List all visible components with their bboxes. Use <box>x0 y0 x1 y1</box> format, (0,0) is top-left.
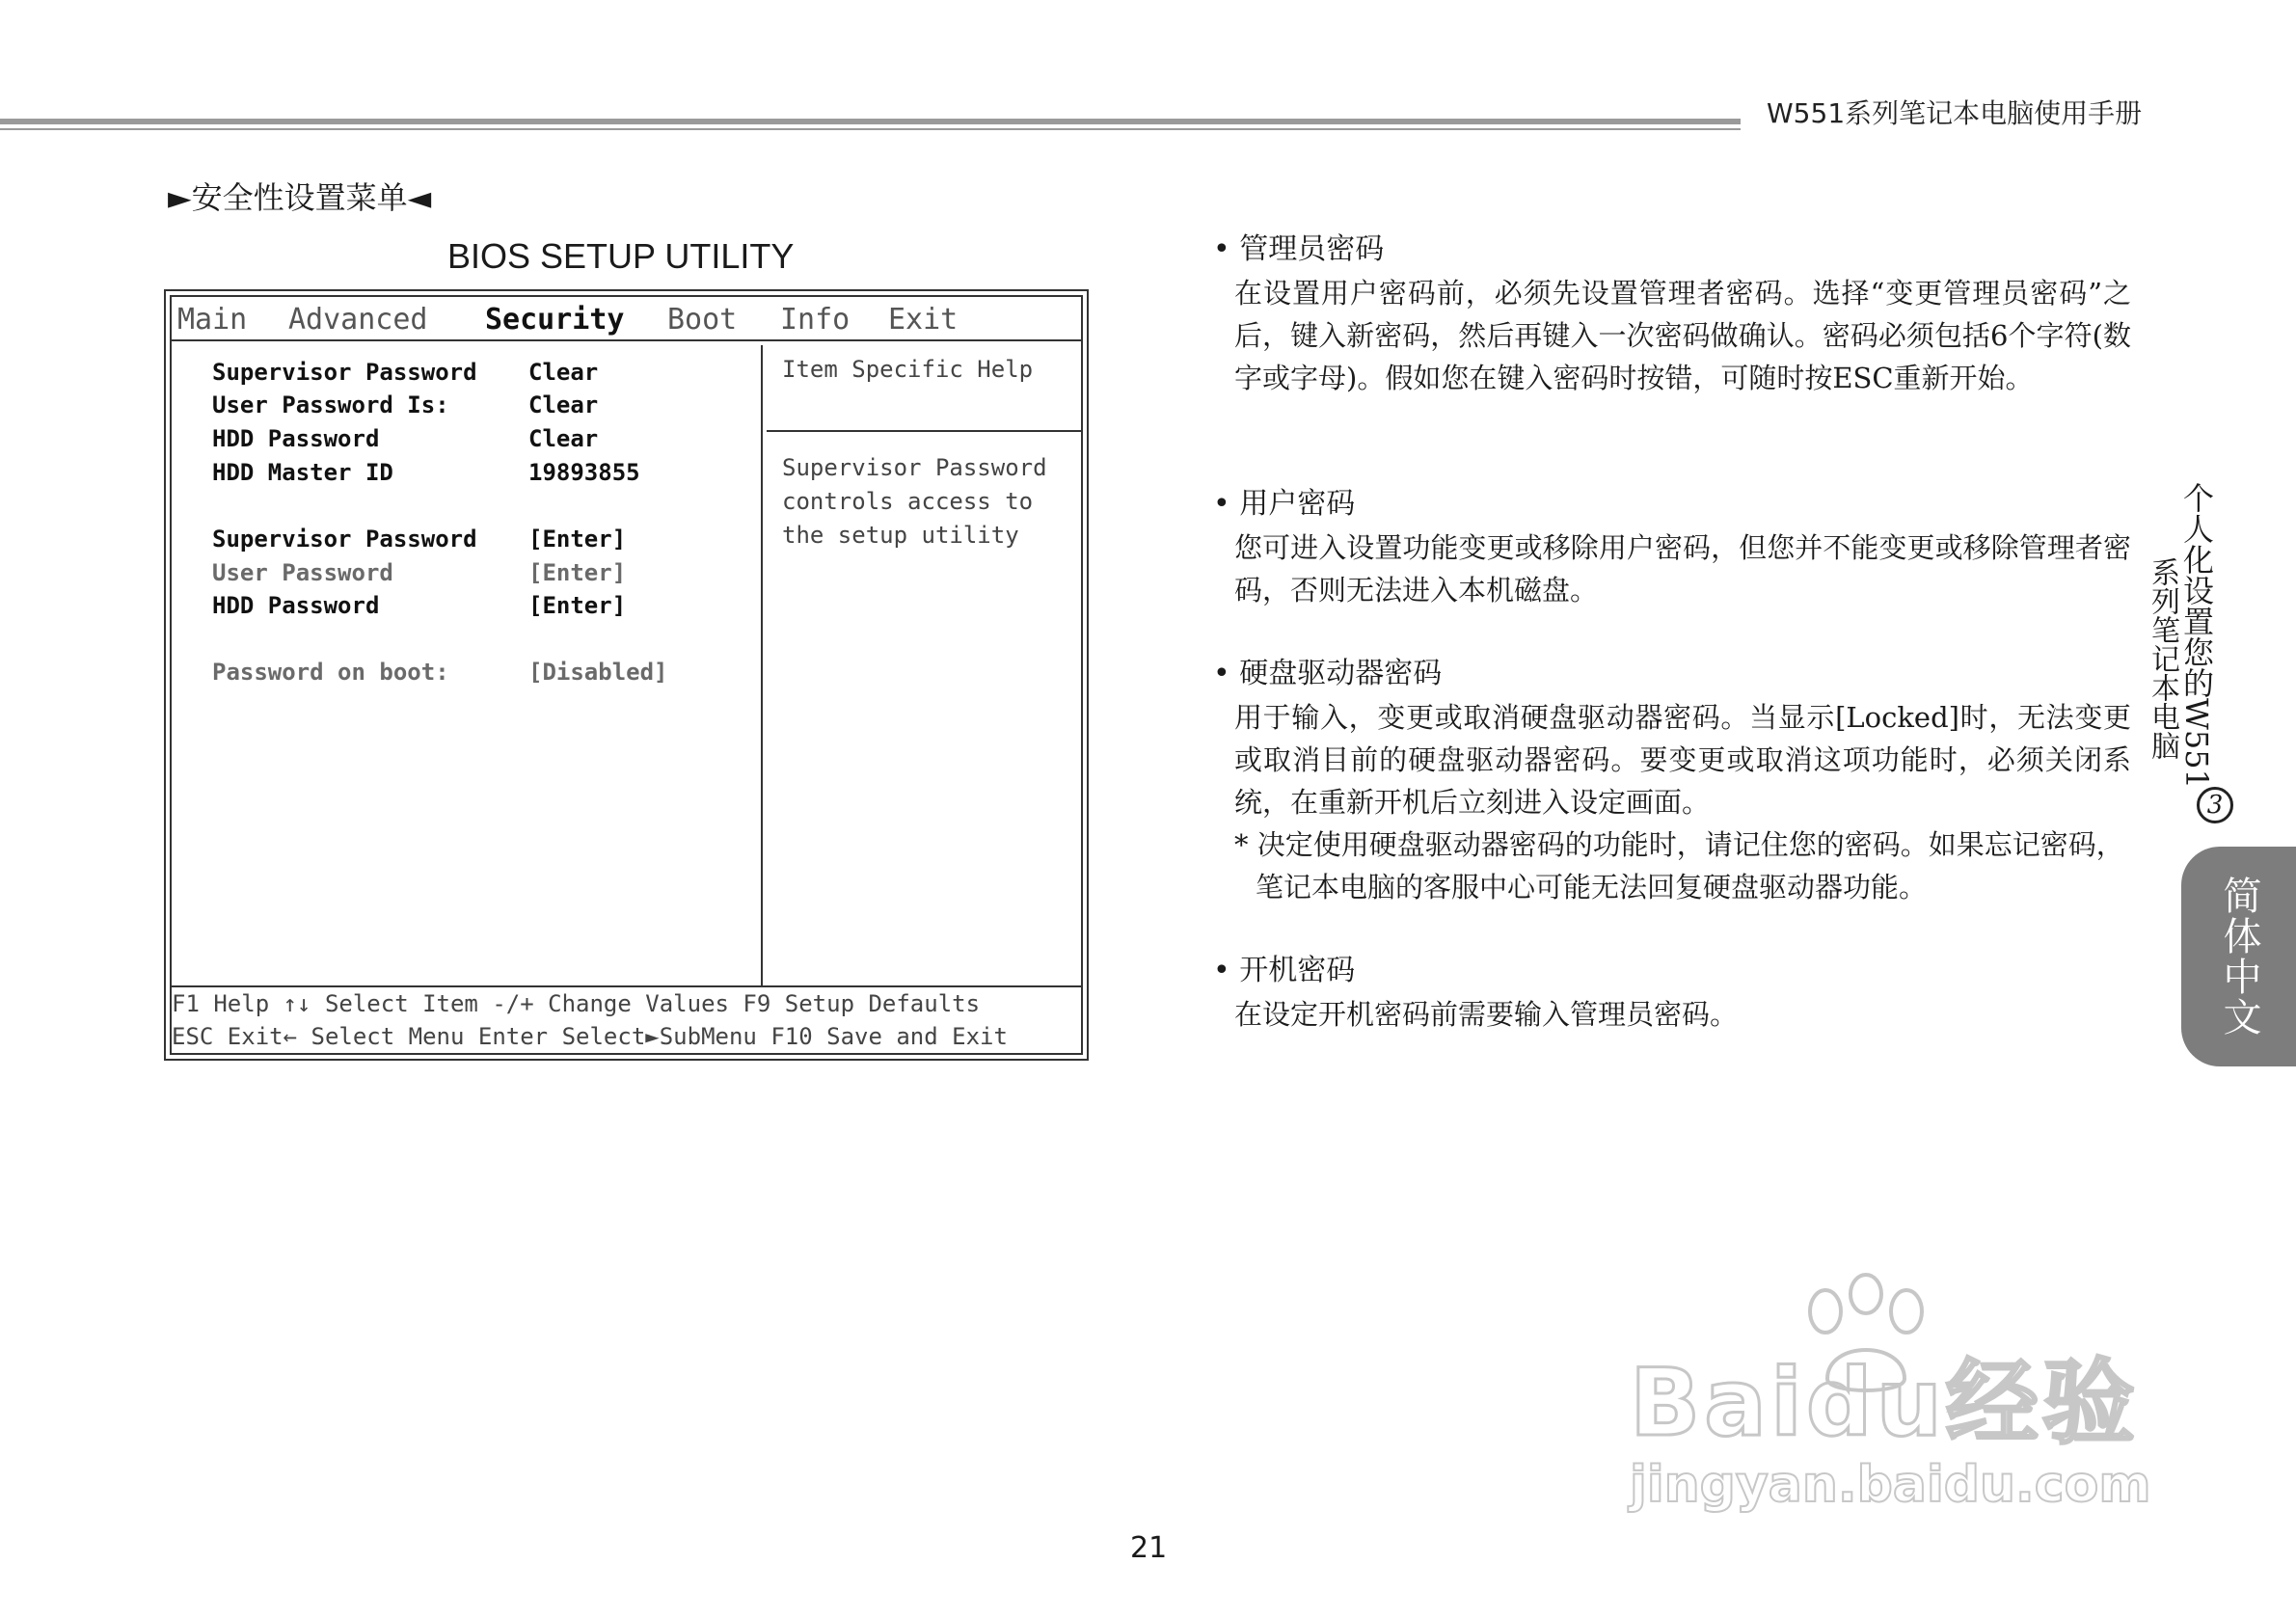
field-label: Supervisor Password <box>212 359 477 386</box>
field-label: Password on boot: <box>212 659 449 686</box>
section-hdd-password-body: 用于输入，变更或取消硬盘驱动器密码。当显示[Locked]时，无法变更或取消目前的硬盘驱动器密码。要变更或取消这项功能时，必须关闭系统，在重新开机后立刻进入设定画面。 <box>1234 701 2131 819</box>
bios-screen-inner <box>170 295 1083 1055</box>
page-number: 21 <box>1130 1531 1168 1565</box>
language-tab-label: 简体中文 <box>2217 876 2261 1038</box>
field-label: HDD Password <box>212 425 380 452</box>
help-line: controls access to <box>782 488 1034 515</box>
bios-menu-bar <box>172 297 1081 341</box>
section-supervisor-password-body: 在设置用户密码前，必须先设置管理者密码。选择“变更管理员密码”之后，键入新密码，然后再键入一次密码做确认。密码必须包括6个字符(数字或字母)。假如您在键入密码时按错，可随时按ESC重新开始。 <box>1234 277 2131 394</box>
section-heading: ►安全性设置菜单◄ <box>168 179 432 216</box>
header-rule-thick <box>0 119 1741 124</box>
manual-title: W551系列笔记本电脑使用手册 <box>1767 97 2143 129</box>
field-value[interactable]: [Enter] <box>528 592 627 619</box>
field-label: Supervisor Password <box>212 526 477 553</box>
footer-keys-line-2: ESC Exit← Select Menu Enter Select►SubMenu F10 Save and Exit <box>172 1023 1008 1050</box>
field-value: Clear <box>528 391 599 418</box>
section-hdd-password-note: * 决定使用硬盘驱动器密码的功能时，请记住您的密码。如果忘记密码，笔记本电脑的客服中心可能无法回复硬盘驱动器功能。 <box>1234 828 2124 903</box>
bios-footer <box>172 985 1081 1053</box>
help-line: the setup utility <box>782 522 1019 549</box>
menu-security[interactable]: Security <box>485 303 625 337</box>
watermark-brand: Baidu经验 <box>1630 1349 2139 1457</box>
menu-exit[interactable]: Exit <box>888 303 959 337</box>
menu-main[interactable]: Main <box>177 303 248 337</box>
help-header <box>767 345 1081 432</box>
field-label: HDD Password <box>212 592 380 619</box>
help-title: Item Specific Help <box>782 356 1034 383</box>
bios-screen <box>164 289 1089 1061</box>
menu-boot[interactable]: Boot <box>667 303 738 337</box>
section-boot-password-body: 在设定开机密码前需要输入管理员密码。 <box>1234 998 1739 1031</box>
bios-settings-pane <box>172 345 763 985</box>
field-value[interactable]: [Enter] <box>528 559 627 586</box>
field-value[interactable]: [Enter] <box>528 526 627 553</box>
section-hdd-password-heading: • 硬盘驱动器密码 <box>1213 657 1443 690</box>
language-tab[interactable] <box>2181 847 2296 1066</box>
bios-title: BIOS SETUP UTILITY <box>447 236 795 276</box>
section-user-password-body: 您可进入设置功能变更或移除用户密码，但您并不能变更或移除管理者密码，否则无法进入本机磁盘。 <box>1234 531 2131 607</box>
bios-help-pane <box>767 345 1081 985</box>
footer-keys-line-1: F1 Help ↑↓ Select Item -/+ Change Values F9 Setup Defaults <box>172 990 981 1017</box>
side-chapter-subtitle: 系列笔记本电脑 <box>2146 557 2179 760</box>
section-supervisor-password-heading: • 管理员密码 <box>1213 232 1385 266</box>
watermark-url: jingyan.baidu.com <box>1630 1456 2151 1514</box>
menu-info[interactable]: Info <box>780 303 851 337</box>
header-rule-thin <box>0 128 1741 130</box>
help-line: Supervisor Password <box>782 454 1047 481</box>
side-chapter-title: 个人化设置您的W551 <box>2178 482 2215 789</box>
section-boot-password-heading: • 开机密码 <box>1213 954 1356 987</box>
field-label: HDD Master ID <box>212 459 393 486</box>
field-value: Clear <box>528 425 599 452</box>
field-value: Clear <box>528 359 599 386</box>
menu-advanced[interactable]: Advanced <box>288 303 428 337</box>
field-value: 19893855 <box>528 459 640 486</box>
field-label: User Password <box>212 559 393 586</box>
chapter-number: 3 <box>2197 787 2233 823</box>
field-value[interactable]: [Disabled] <box>528 659 668 686</box>
baidu-watermark <box>1630 1273 2170 1514</box>
field-label: User Password Is: <box>212 391 449 418</box>
help-body <box>782 451 1081 553</box>
section-user-password-heading: • 用户密码 <box>1213 487 1356 521</box>
